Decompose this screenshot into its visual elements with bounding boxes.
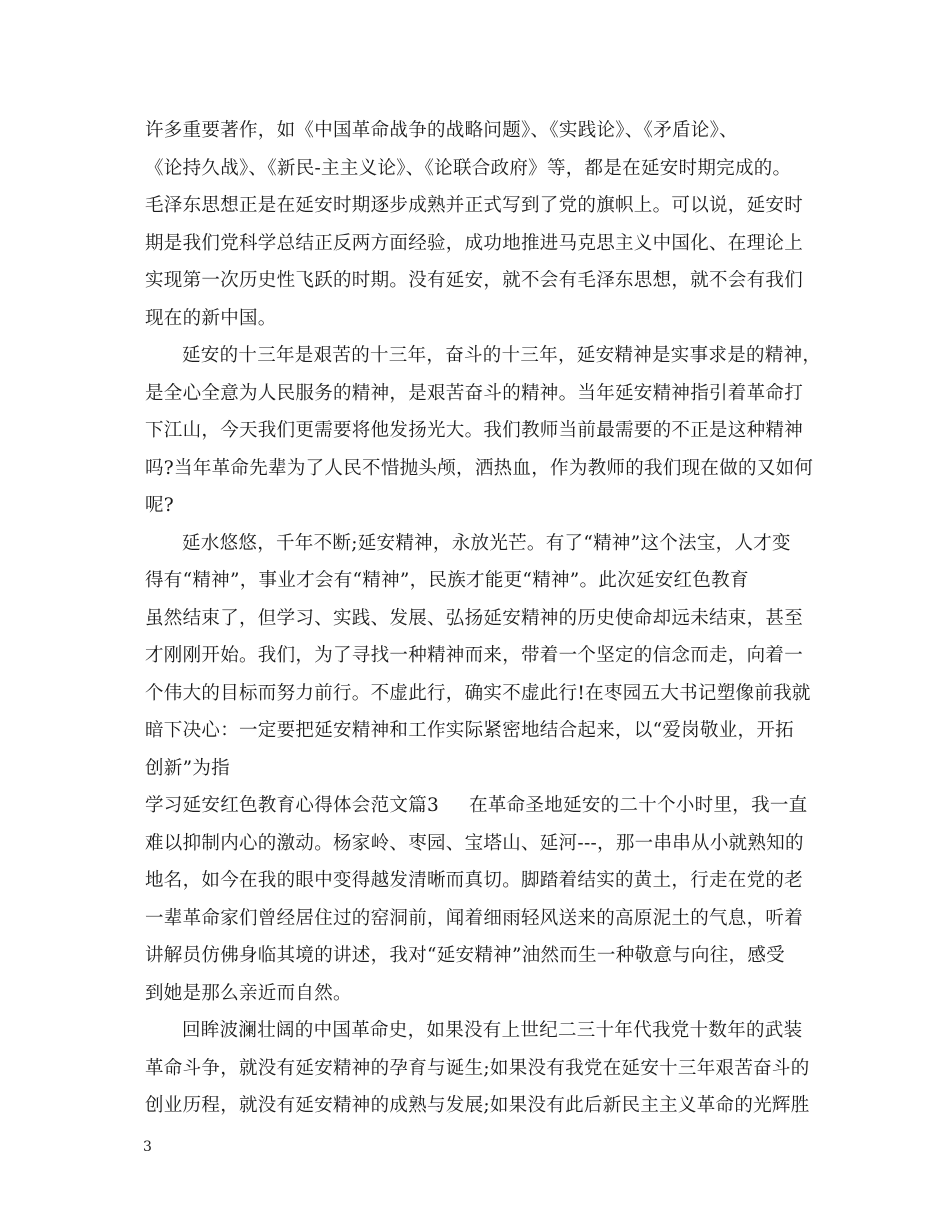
text-line: 讲解员仿佛身临其境的讲述，我对“延安精神”油然而生一种敬意与向往，感受	[145, 945, 785, 966]
text-line: 现在的新中国。	[145, 307, 277, 329]
text-line: 回眸波澜壮阔的中国革命史，如果没有上世纪二三十年代我党十数年的武装	[182, 1020, 803, 1041]
text-line: 难以抑制内心的激动。杨家岭、枣园、宝塔山、延河---，那一串串从小就熟知的	[145, 832, 804, 854]
text-line: 到她是那么亲近而自然。	[145, 982, 352, 1004]
text-line: 延安的十三年是艰苦的十三年，奋斗的十三年，延安精神是实事求是的精神，	[182, 345, 822, 366]
text-line: 毛泽东思想正是在延安时期逐步成熟并正式写到了党的旗帜上。可以说，延安时	[145, 195, 804, 216]
text-line: 才刚刚开始。我们，为了寻找一种精神而来，带着一个坚定的信念而走，向着一	[145, 645, 804, 666]
text-line: 创业历程，就没有延安精神的成熟与发展;如果没有此后新民主主义革命的光辉胜	[145, 1095, 810, 1116]
text-line: 实现第一次历史性飞跃的时期。没有延安，就不会有毛泽东思想，就不会有我们	[145, 270, 804, 291]
section-heading: 学习延安红色教育心得体会范文篇3	[145, 795, 440, 816]
text-line: 呢?	[145, 495, 175, 516]
text-line: 虽然结束了，但学习、实践、发展、弘扬延安精神的历史使命却远未结束，甚至	[145, 607, 804, 629]
text-line: 革命斗争，就没有延安精神的孕育与诞生;如果没有我党在延安十三年艰苦奋斗的	[145, 1057, 810, 1079]
document-body	[145, 112, 822, 1125]
text-line: 个伟大的目标而努力前行。不虚此行，确实不虚此行!在枣园五大书记塑像前我就	[145, 682, 811, 704]
text-line: 得有“精神”，事业才会有“精神”，民族才能更“精神”。此次延安红色教育	[145, 570, 749, 591]
text-line: 是全心全意为人民服务的精神，是艰苦奋斗的精神。当年延安精神指引着革命打	[145, 382, 804, 404]
page-number: 3	[143, 1139, 152, 1155]
text-line: 延水悠悠，千年不断;延安精神，永放光芒。有了“精神”这个法宝，人才变	[182, 532, 791, 554]
text-block-bottom	[145, 825, 813, 1125]
text-line: 暗下决心：一定要把延安精神和工作实际紧密地结合起来，以“爱岗敬业，开拓	[145, 720, 794, 741]
text-line: 一辈革命家们曾经居住过的窑洞前，闻着细雨轻风送来的高原泥土的气息，听着	[145, 907, 804, 929]
text-line: 吗?当年革命先辈为了人民不惜抛头颅，洒热血，作为教师的我们现在做的又如何	[145, 457, 814, 479]
text-block-top	[145, 112, 822, 787]
text-line: 期是我们党科学总结正反两方面经验，成功地推进马克思主义中国化、在理论上	[145, 232, 804, 254]
section-first-line: 在革命圣地延安的二十个小时里，我一直	[469, 795, 808, 816]
text-line: 《论持久战》、《新民-主主义论》、《论联合政府》等，都是在延安时期完成的。	[145, 157, 792, 179]
text-line: 地名，如今在我的眼中变得越发清晰而真切。脚踏着结实的黄土，行走在党的老	[145, 870, 804, 891]
text-line: 创新”为指	[145, 757, 230, 779]
section-heading-line	[145, 787, 813, 825]
text-line: 许多重要著作，如《中国革命战争的战略问题》、《实践论》、《矛盾论》、	[145, 120, 738, 141]
text-line: 下江山，今天我们更需要将他发扬光大。我们教师当前最需要的不正是这种精神	[145, 420, 804, 441]
